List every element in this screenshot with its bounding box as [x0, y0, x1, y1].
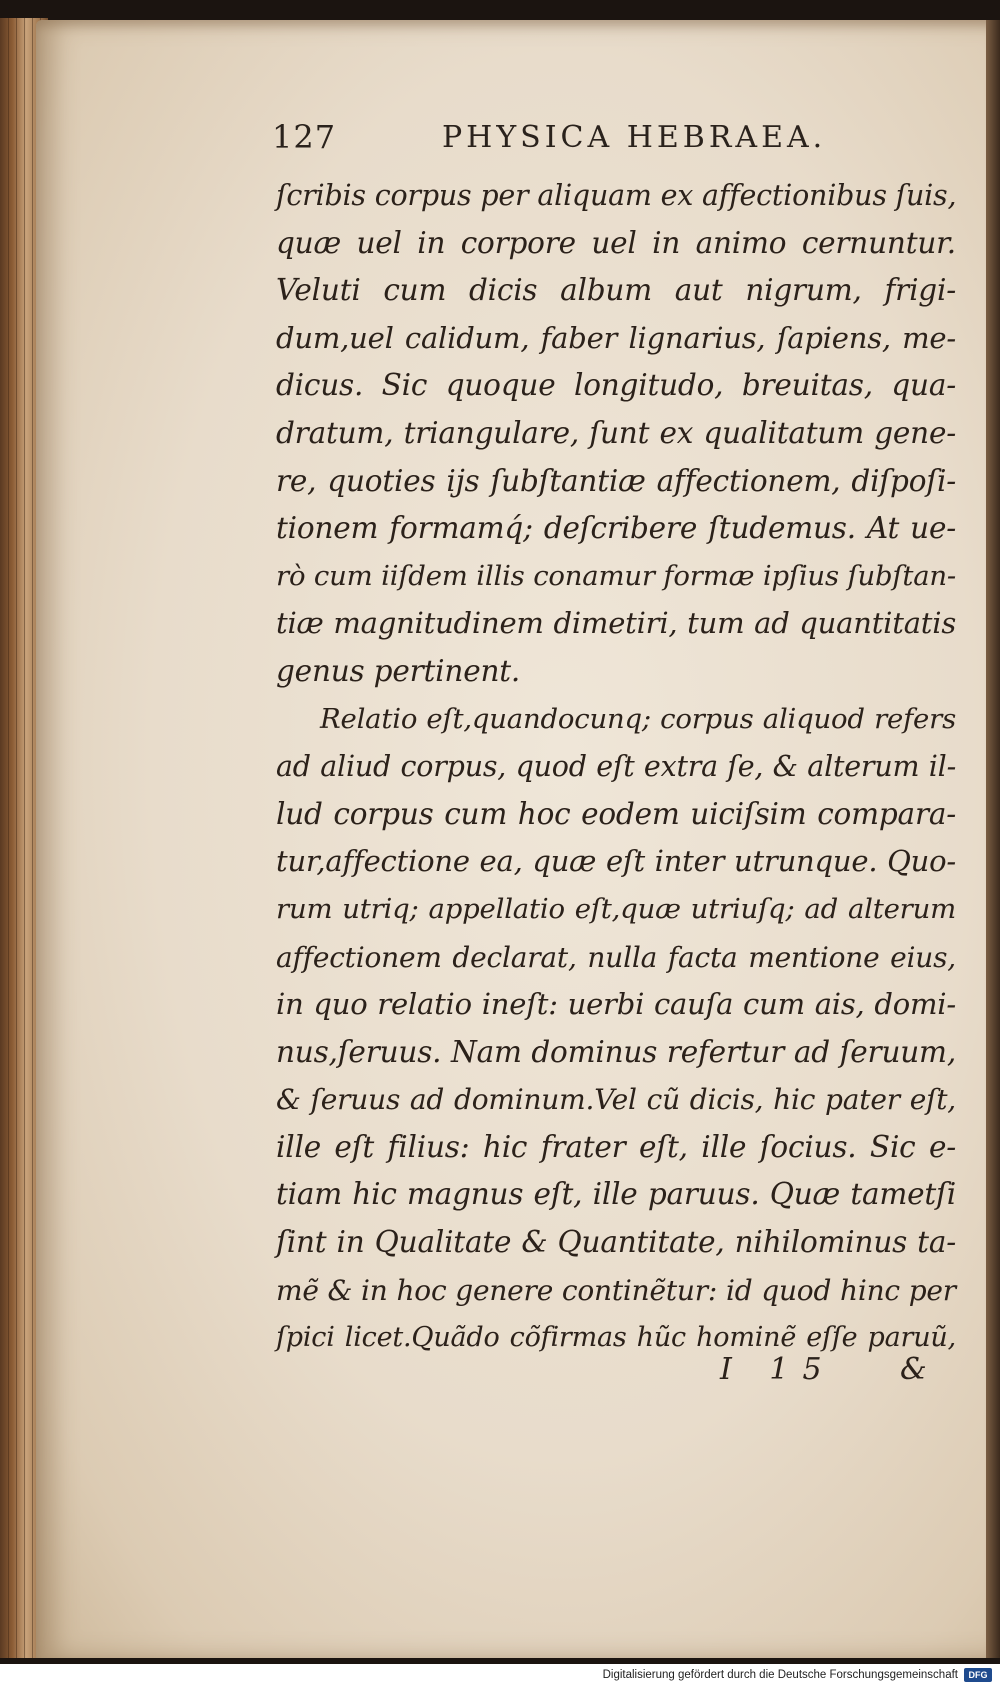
text-line: dicus. Sic quoque longitudo, breuitas, qua-	[276, 368, 956, 403]
text-line: nus,ſeruus. Nam dominus refertur ad ſeruum,	[276, 1034, 956, 1069]
signature-mark: I 15	[720, 1352, 836, 1387]
text-line: affectionem declarat, nulla facta mentione eius,	[276, 940, 956, 974]
dfg-logo-icon: DFG	[964, 1668, 992, 1682]
text-line: tur,affectione ea, quæ eſt inter utrunque. Quo-	[276, 844, 956, 879]
body-text	[276, 172, 956, 1362]
text-line: lud corpus cum hoc eodem uiciſsim compara-	[276, 796, 956, 831]
text-line: mẽ & in hoc genere continẽtur: id quod hinc per	[276, 1273, 956, 1307]
text-line: dratum, triangulare, ſunt ex qualitatum gene-	[276, 415, 956, 450]
funding-credit: Digitalisierung gefördert durch die Deutsche Forschungsgemeinschaft	[602, 1669, 958, 1681]
page-number: 127	[272, 118, 337, 156]
text-line: tionem formamq́; deſcribere ſtudemus. At ue-	[276, 511, 956, 546]
text-line: ſcribis corpus per aliquam ex affectionibus ſuis,	[276, 179, 957, 212]
text-line: ſint in Qualitate & Quantitate, nihilominus ta-	[276, 1225, 956, 1260]
running-title: PHYSICA HEBRAEA.	[442, 120, 827, 155]
text-line: tiam hic magnus eſt, ille paruus. Quæ tametſi	[276, 1177, 956, 1212]
catchword: &	[900, 1352, 927, 1387]
text-line: genus pertinent.	[276, 653, 521, 688]
text-line: Veluti cum dicis album aut nigrum, frigi-	[276, 273, 956, 308]
text-line: Relatio eſt,quandocunq; corpus aliquod refers	[320, 702, 956, 735]
text-line: re, quoties ijs ſubſtantiæ affectionem, diſpoſi-	[276, 463, 956, 498]
page-header	[272, 112, 892, 172]
page-gutter-shadow	[986, 20, 1000, 1658]
digitization-footer	[0, 1664, 1000, 1691]
text-line: ſpici licet.Quãdo cõfirmas hũc hominẽ eſſe paruũ,	[276, 1322, 956, 1354]
text-line: tiæ magnitudinem dimetiri, tum ad quantitatis	[276, 606, 956, 641]
text-line: ille eſt filius: hic frater eſt, ille ſocius. Sic e-	[276, 1129, 956, 1164]
text-line: quæ uel in corpore uel in animo cernuntur.	[276, 225, 956, 260]
text-line: in quo relatio ineſt: uerbi cauſa cum ais, domi-	[276, 987, 956, 1022]
text-line: rum utriq; appellatio eſt,quæ utriuſq; ad alterum	[276, 892, 956, 925]
text-line: & ſeruus ad dominum.Vel cũ dicis, hic pater eſt,	[276, 1083, 956, 1117]
text-line: dum,uel calidum, faber lignarius, ſapiens, me-	[276, 320, 956, 355]
text-line: rò cum iiſdem illis conamur formæ ipſius ſubſtan-	[276, 559, 956, 592]
text-line: ad aliud corpus, quod eſt extra ſe, & alterum il-	[276, 750, 956, 784]
